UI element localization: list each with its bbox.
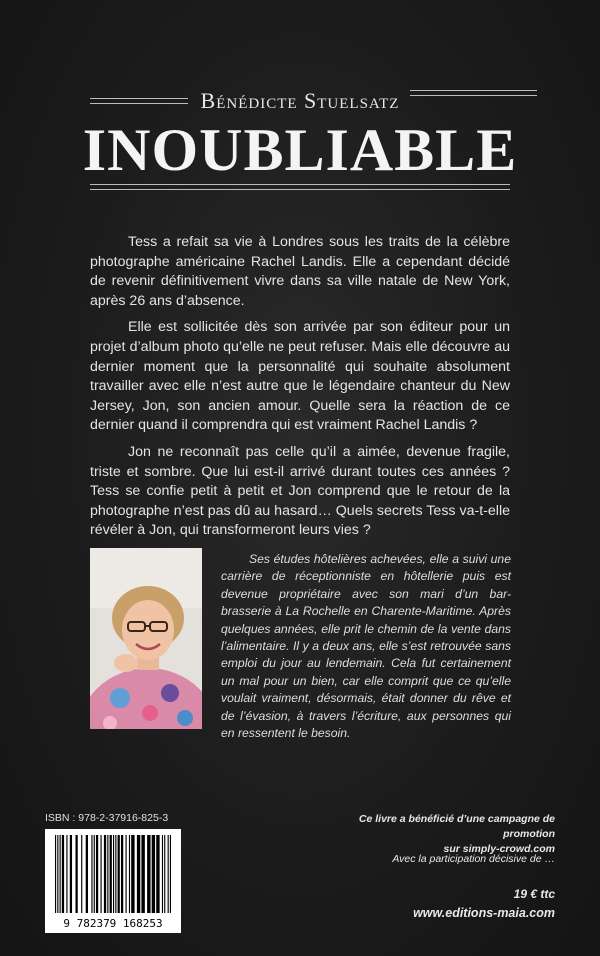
barcode-bar bbox=[170, 835, 171, 913]
barcode-bar bbox=[81, 835, 82, 913]
barcode-bar bbox=[110, 835, 112, 913]
barcode-bar bbox=[141, 835, 144, 913]
barcode-bar bbox=[129, 835, 130, 913]
barcode-bar bbox=[66, 835, 67, 913]
rule-under-title-1 bbox=[90, 184, 510, 185]
barcode-digits: 9 782379 168253 bbox=[63, 917, 163, 930]
promo-line-1: Ce livre a bénéficié d’une campagne de promotion bbox=[358, 813, 555, 840]
barcode-bar bbox=[86, 835, 88, 913]
book-title: INOUBLIABLE bbox=[82, 117, 518, 183]
barcode-bar bbox=[137, 835, 140, 913]
synopsis-paragraph: Elle est sollicitée dès son arrivée par son éditeur pour un projet d’album photo qu’elle ne peut refuser. Mais elle découvre au dernier moment que la personnalité qui souhaite absolument travailler avec elle n’est autre que le légendaire chanteur du New Jersey, Jon, son ancien amour. Quelle sera la réaction de ce dernier quand il comprendra qui est vraiment Rachel Landis ? bbox=[90, 319, 510, 434]
barcode-bar bbox=[156, 835, 159, 913]
barcode-bar bbox=[131, 835, 134, 913]
synopsis bbox=[90, 233, 510, 548]
barcode-graphic bbox=[45, 829, 181, 933]
price: 19 € ttc bbox=[513, 887, 555, 901]
barcode-bar bbox=[57, 835, 58, 913]
barcode-bar bbox=[75, 835, 77, 913]
publisher-website: www.editions-maia.com bbox=[413, 906, 555, 920]
author-portrait-illustration bbox=[90, 548, 202, 729]
barcode-bar bbox=[94, 835, 95, 913]
barcode-bar bbox=[104, 835, 106, 913]
barcode-bar bbox=[60, 835, 61, 913]
barcode-bar bbox=[168, 835, 169, 913]
barcode-bar bbox=[115, 835, 116, 913]
barcode-bar bbox=[96, 835, 98, 913]
author-photo bbox=[90, 548, 202, 729]
promo-line-2: sur simply-crowd.com bbox=[443, 843, 555, 855]
isbn-label: ISBN : 978-2-37916-825-3 bbox=[45, 812, 169, 824]
author-name: Bénédicte Stuelsatz bbox=[200, 88, 400, 113]
barcode-bar bbox=[55, 835, 56, 913]
synopsis-paragraph: Tess a refait sa vie à Londres sous les traits de la célèbre photographe américaine Rachel Landis. Elle a cependant décidé de revenir définitivement vivre dans sa ville natale de New York, après 26 ans d’absence. bbox=[90, 234, 510, 309]
barcode-bar bbox=[162, 835, 163, 913]
promo-text bbox=[330, 812, 555, 857]
barcode-bar bbox=[126, 835, 127, 913]
barcode-bar bbox=[70, 835, 72, 913]
barcode-bar bbox=[100, 835, 101, 913]
barcode-bar bbox=[147, 835, 150, 913]
author-biography bbox=[221, 551, 511, 742]
barcode-bar bbox=[107, 835, 108, 913]
barcode bbox=[45, 829, 181, 933]
bio-text: Ses études hôtelières achevées, elle a suivi une carrière de réceptionniste en hôtellerie puis est devenue propriétaire avec son mari d’un bar-brasserie à La Rochelle en Charente-Maritime. Après quelques années, elle prit le chemin de la vente dans l’alimentaire. Il y a deux ans, elle s’est retrouvée sans emploi du jour au lendemain. Cela fut certainement un mal pour un bien, car elle comprit que ce qu’elle voulait vraiment, désormais, était donner du rêve et de l’évasion, à travers l’écriture, aux personnes qui en ressentent le besoin. bbox=[221, 552, 511, 741]
barcode-bar bbox=[121, 835, 123, 913]
barcode-bar bbox=[152, 835, 155, 913]
rule-under-title-2 bbox=[90, 189, 510, 190]
barcode-bar bbox=[91, 835, 92, 913]
participation-text: Avec la participation décisive de … bbox=[392, 853, 555, 865]
synopsis-paragraph: Jon ne reconnaît pas celle qu’il a aimée, devenue fragile, triste et sombre. Que lui est-il arrivé durant toutes ces années ? Tess se confie petit à petit et Jon comprend que le retour de la photographe n’est pas dû au hasard… Quels secrets Tess va-t-elle révéler à Jon, qui transformeront leurs vies ? bbox=[90, 443, 510, 539]
barcode-bar bbox=[113, 835, 114, 913]
barcode-bar bbox=[118, 835, 120, 913]
barcode-bar bbox=[164, 835, 165, 913]
barcode-bar bbox=[62, 835, 64, 913]
